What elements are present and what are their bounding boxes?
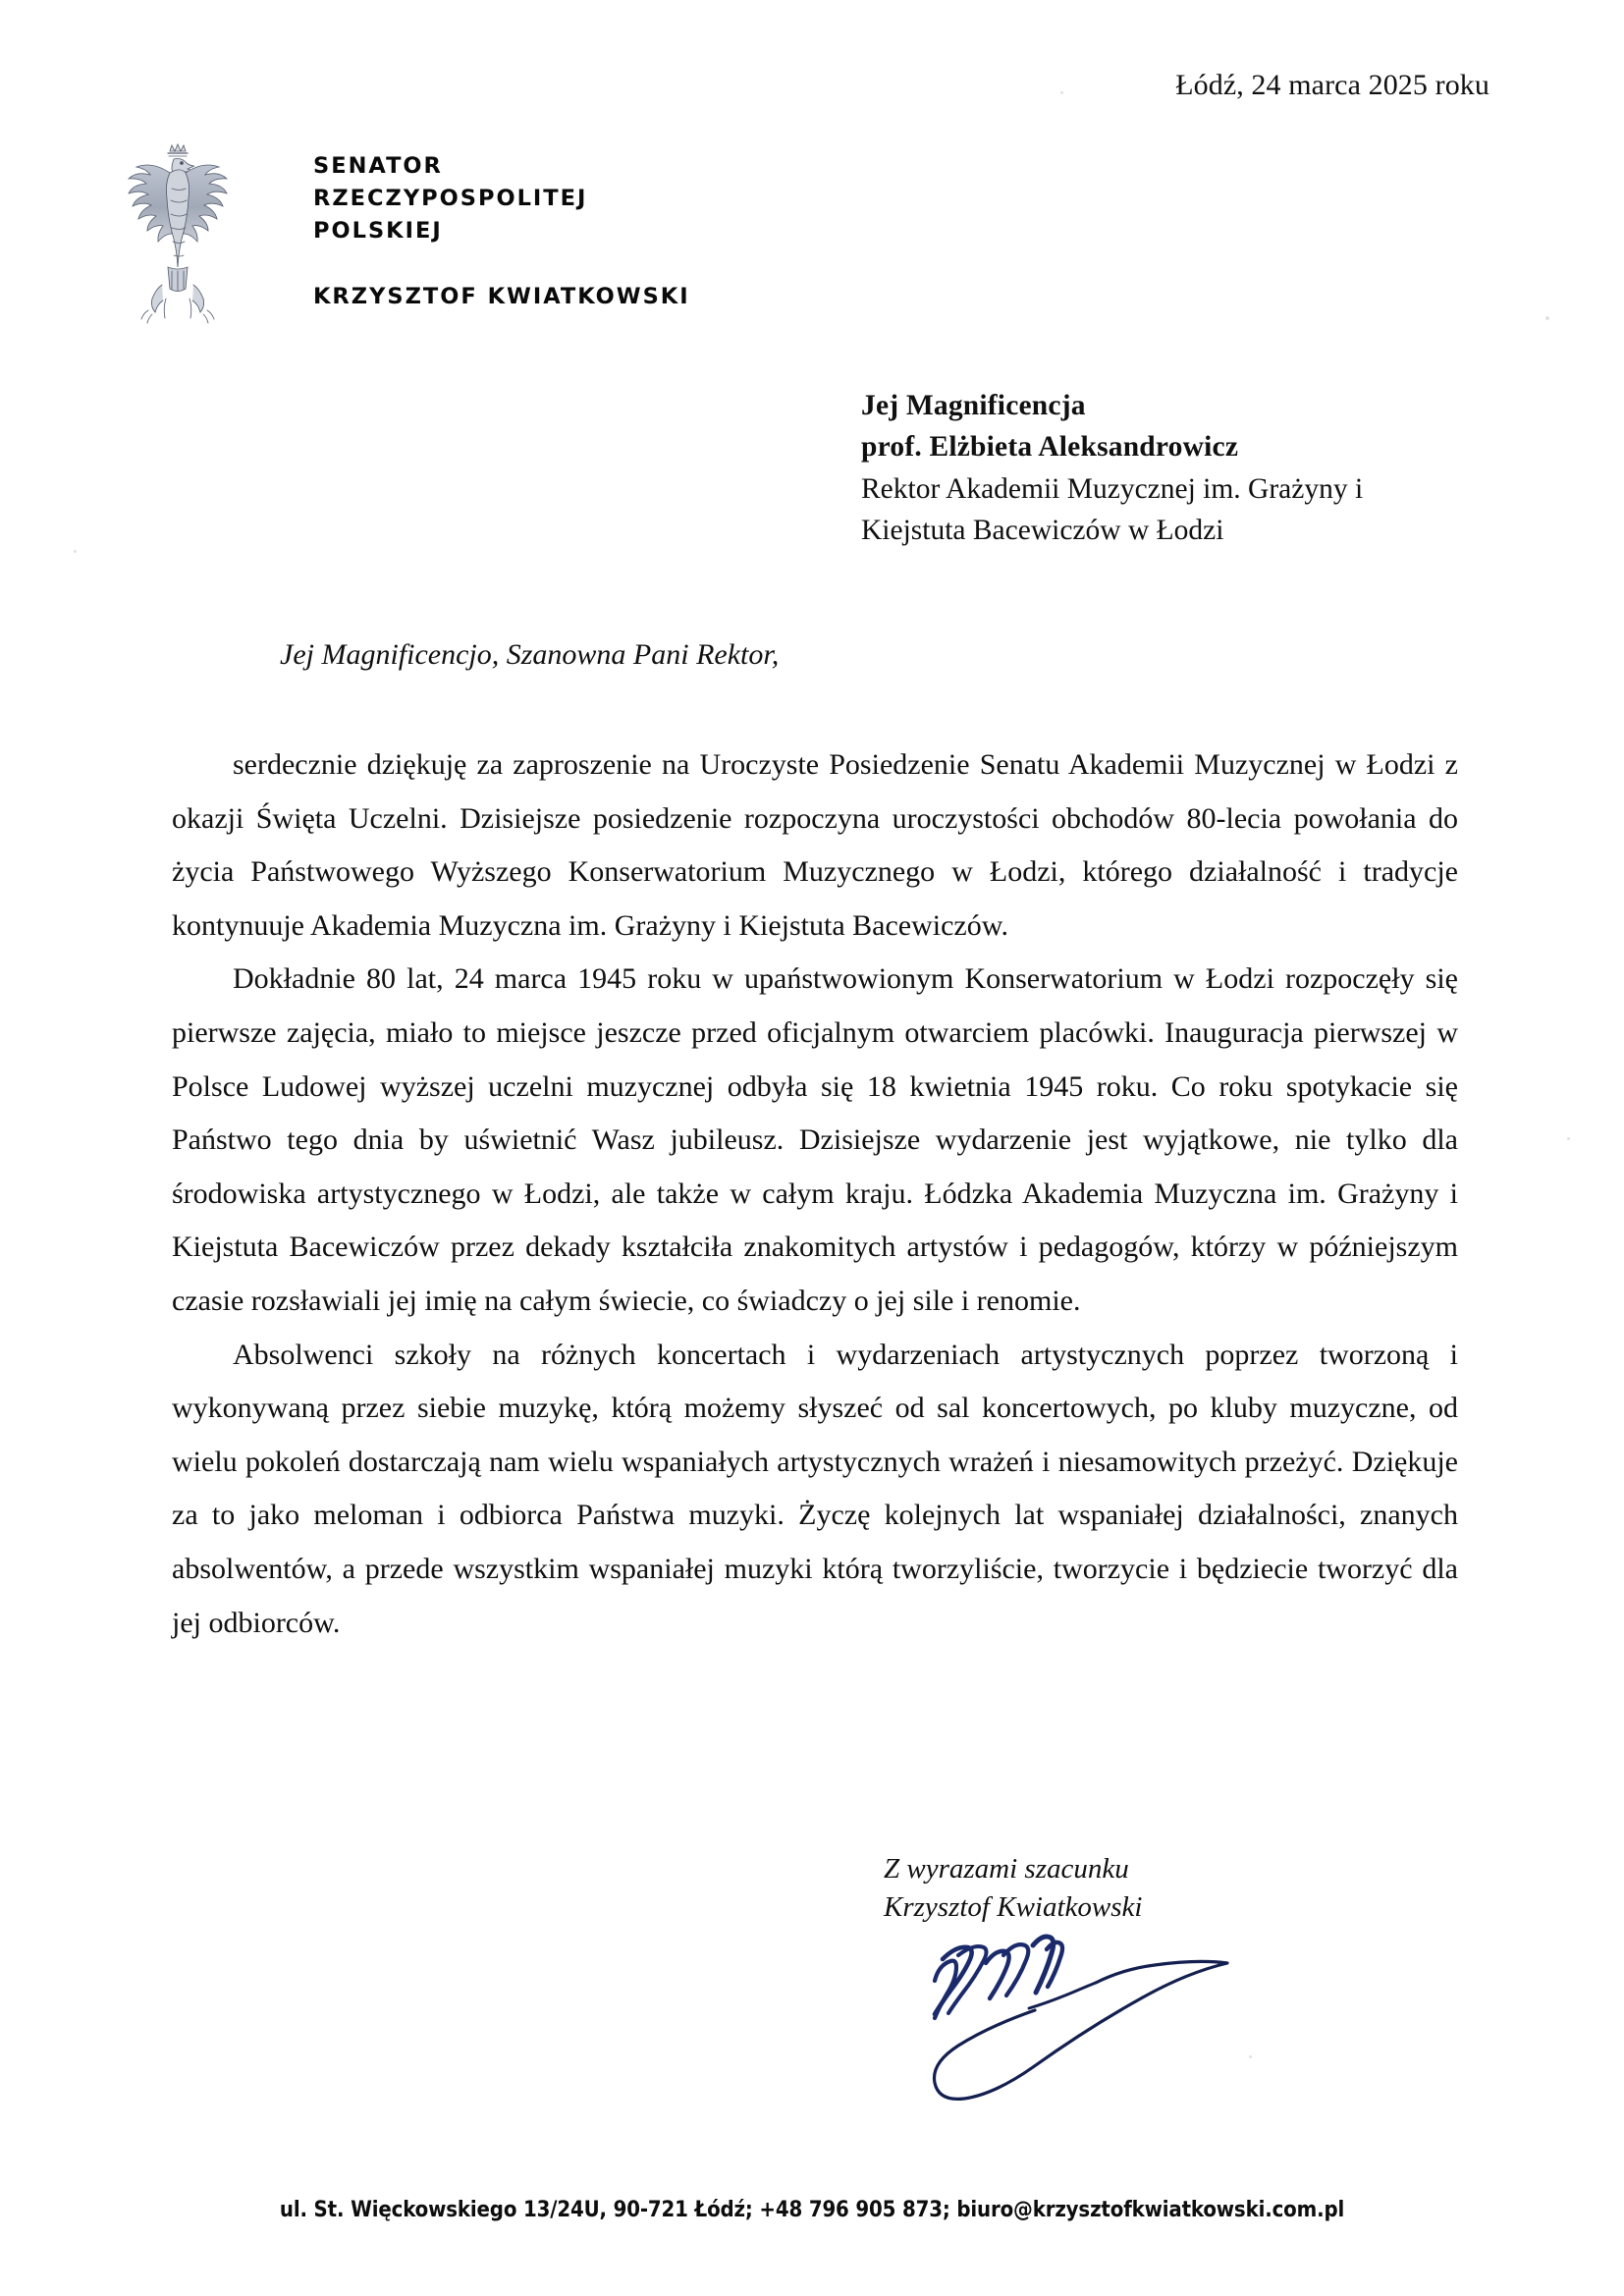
closing-line-2: Krzysztof Kwiatkowski xyxy=(884,1891,1143,1924)
letterhead-office-line-2: RZECZYPOSPOLITEJ xyxy=(313,186,588,212)
handwritten-signature xyxy=(864,1920,1276,2146)
scan-speckle xyxy=(1060,91,1063,94)
letterhead-text xyxy=(313,150,690,309)
letterhead xyxy=(113,137,800,334)
scan-speckle xyxy=(1249,2055,1252,2058)
body-paragraph-2: Dokładnie 80 lat, 24 marca 1945 roku w upaństwowionym Konserwatorium w Łodzi rozpoczęły się pierwsze zajęcia, miało to miejsce jeszcze przed oficjalnym otwarciem placówki. Inauguracja pierwszej w Polsce Ludowej wyższej uczelni muzycznej odbyła się 18 kwietnia 1945 roku. Co roku spotykacie się Państwo tego dnia by uświetnić Wasz jubileusz. Dzisiejsze wydarzenie jest wyjątkowe, nie tylko dla środowiska artystycznego w Łodzi, ale także w całym kraju. Łódzka Akademia Muzyczna im. Grażyny i Kiejstuta Bacewiczów przez dekady kształciła znakomitych artystów i pedagogów, którzy w późniejszym czasie rozsławiali jej imię na całym świecie, co świadczy o jej sile i renomie. xyxy=(172,962,1458,1317)
addressee-block xyxy=(861,385,1489,552)
letter-body xyxy=(172,738,1458,1650)
letterhead-senator-name: KRZYSZTOF KWIATKOWSKI xyxy=(313,284,690,310)
salutation: Jej Magnificencjo, Szanowna Pani Rektor, xyxy=(280,638,780,671)
letterhead-office-line-3: POLSKIEJ xyxy=(313,218,443,245)
date-line: Łódź, 24 marca 2025 roku xyxy=(1175,69,1489,101)
scan-speckle xyxy=(1545,316,1549,320)
closing-block xyxy=(884,1850,1142,1928)
letterhead-office xyxy=(313,150,690,247)
scan-speckle xyxy=(1567,1137,1570,1140)
addressee-name: prof. Elżbieta Aleksandrowicz xyxy=(861,431,1239,464)
letterhead-office-line-1: SENATOR xyxy=(313,153,443,179)
addressee-role-line-2: Kiejstuta Bacewiczów w Łodzi xyxy=(861,515,1224,547)
polish-eagle-emblem xyxy=(113,137,243,326)
footer-contact: ul. St. Więckowskiego 13/24U, 90-721 Łódź; +48 796 905 873; biuro@krzysztofkwiatkowski.com.pl xyxy=(279,2198,1345,2222)
addressee-title: Jej Magnificencja xyxy=(861,390,1086,421)
scan-speckle xyxy=(74,550,77,553)
closing-line-1: Z wyrazami szacunku xyxy=(884,1853,1129,1885)
body-paragraph-3: Absolwenci szkoły na różnych koncertach i wydarzeniach artystycznych poprzez tworzoną i wykonywaną przez siebie muzykę, którą możemy słyszeć od sal koncertowych, po kluby muzyczne, od wielu pokoleń dostarczają nam wielu wspaniałych artystycznych wrażeń i niesamowitych przeżyć. Dziękuje za to jako meloman i odbiorca Państwa muzyki. Życzę kolejnych lat wspaniałej działalności, znanych absolwentów, a przede wszystkim wspaniałej muzyki którą tworzyliście, tworzycie i będziecie tworzyć dla jej odbiorców. xyxy=(172,1338,1458,1639)
addressee-role-line-1: Rektor Akademii Muzycznej im. Grażyny i xyxy=(861,472,1364,505)
body-paragraph-1: serdecznie dziękuję za zaproszenie na Uroczyste Posiedzenie Senatu Akademii Muzycznej w Łodzi z okazji Święta Uczelni. Dzisiejsze posiedzenie rozpoczyna uroczystości obchodów 80-lecia powołania do życia Państwowego Wyższego Konserwatorium Muzycznego w Łodzi, którego działalność i tradycje kontynuuje Akademia Muzyczna im. Grażyny i Kiejstuta Bacewiczów. xyxy=(172,748,1458,942)
